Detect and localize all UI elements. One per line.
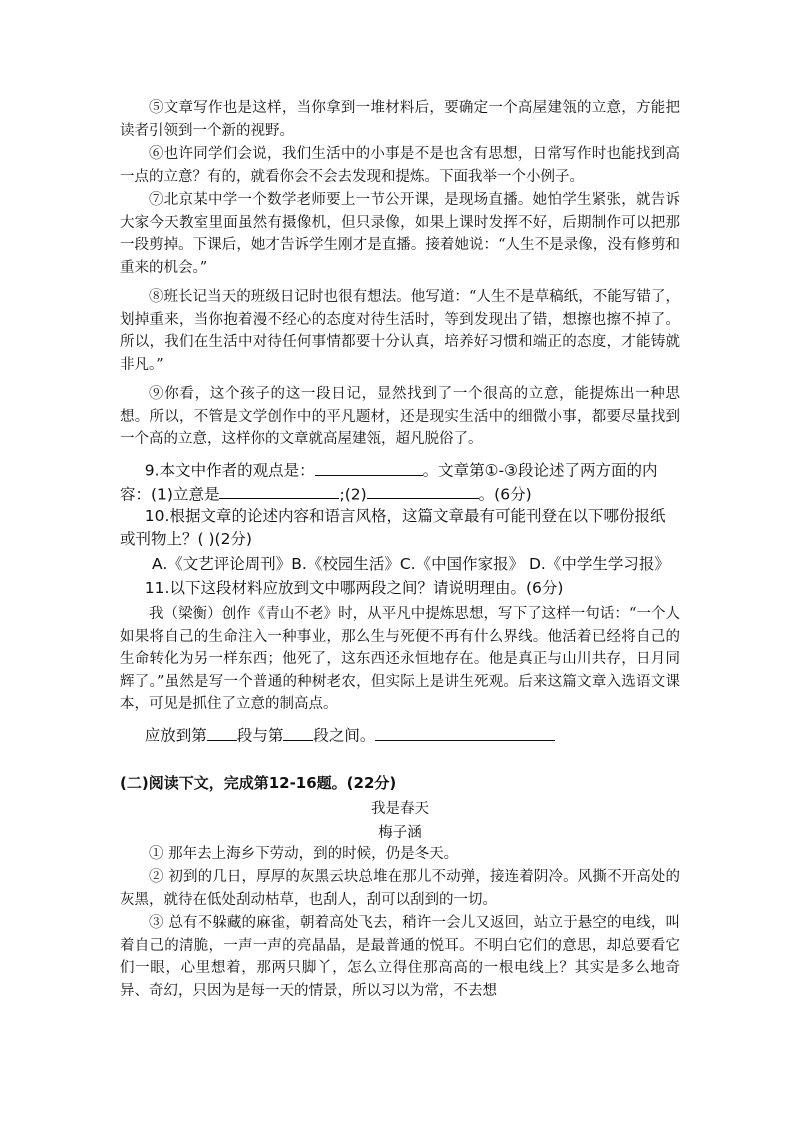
answer-middle: 段与第	[236, 726, 284, 745]
paragraph-9: ⑨你看，这个孩子的这一段日记，显然找到了一个很高的立意，能提炼出一种思想。所以，不管是文学创作中的平凡题材，还是现实生活中的细微小事，都要尽量找到一个高的立意，这样你的文章就高屋建瓴，超凡脱俗了。	[120, 386, 680, 447]
answer-blank-paragraph-2[interactable]	[283, 724, 313, 741]
paragraph-5: ⑤文章写作也是这样，当你拿到一堆材料后，要确定一个高屋建瓴的立意，方能把读者引领到一个新的视野。	[120, 100, 680, 139]
paragraph-8: ⑧班长记当天的班级日记时也很有想法。他写道：“人生不是草稿纸，不能写错了，划掉重来，当你抱着漫不经心的态度对待生活时，等到发现出了错，想擦也擦不掉了。所以，我们在生活中对待任何事情都要十分认真，培养好习惯和端正的态度，才能铸就非凡。”	[120, 289, 680, 373]
answer-blank-3[interactable]	[367, 483, 479, 500]
question-9-stem-2: 。文章第①-③段论述了两方面的内容：(1)立意是	[120, 461, 658, 503]
question-9	[120, 459, 680, 506]
article-paragraph-1: ① 那年去上海乡下劳动，到的时候，仍是冬天。	[149, 846, 459, 862]
question-11: 11.以下这段材料应放到文中哪两段之间？请说明理由。(6分)	[144, 579, 564, 597]
paragraph-7: ⑦北京某中学一个数学老师要上一节公开课，是现场直播。她怕学生紧张，就告诉大家今天教室里面虽然有摄像机，但只录像，如果上课时发挥不好，后期制作可以把那一段剪掉。下课后，她才告诉学生刚才是直播。接着她说：“人生不是录像，没有修剪和重来的机会。”	[120, 192, 680, 276]
question-9-score: 。(6分)	[478, 485, 532, 503]
question-9-stem: 9.本文中作者的观点是：	[144, 461, 315, 480]
question-10-options: A.《文艺评论周刊》B.《校园生活》C.《中国作家报》 D.《中学生学习报》	[152, 555, 670, 573]
answer-prefix: 应放到第	[144, 726, 207, 745]
section-heading: (二)阅读下文，完成第12-16题。(22分)	[120, 774, 397, 792]
article-title: 我是春天	[371, 801, 429, 817]
answer-blank-paragraph-1[interactable]	[207, 724, 237, 741]
answer-blank-2[interactable]	[219, 483, 339, 500]
question-9-stem-3: ;(2)	[339, 485, 367, 503]
article-author: 梅子涵	[378, 825, 422, 841]
answer-blank-1[interactable]	[315, 459, 423, 476]
question-11-material: 我（梁衡）创作《青山不老》时，从平凡中提炼思想，写下了这样一句话：“一个人如果将自己的生命注入一种事业，那么生与死便不再有什么界线。他活着已经将自己的生命转化为另一样东西；他死了，这东西还永恒地存在。他是真正与山川共存，日月同辉了。”虽然是写一个普通的种树老农，但实际上是讲生死观。后来这篇文章入选语文课本，可见是抓住了立意的制高点。	[120, 606, 680, 712]
answer-suffix: 段之间。	[313, 726, 376, 745]
question-10: 10.根据文章的论述内容和语言风格，这篇文章最有可能刊登在以下哪份报纸或刊物上？( )(2分)	[120, 507, 666, 548]
answer-blank-reason[interactable]	[375, 724, 555, 741]
article-paragraph-3: ③ 总有不躲藏的麻雀，朝着高处飞去，稍许一会儿又返回，站立于悬空的电线，叫着自己的清脆，一声一声的亮晶晶，是最普通的悦耳。不明白它们的意思，却总要看它们一眼，心里想着，那两只脚丫，怎么立得住那高高的一根电线上？其实是多么地奇异、奇幻，只因为是每一天的情景，所以习以为常，不去想	[120, 915, 680, 999]
paragraph-6: ⑥也许同学们会说，我们生活中的小事是不是也含有思想，日常写作时也能找到高一点的立意？有的，就看你会不会去发现和提炼。下面我举一个小例子。	[120, 146, 680, 185]
question-11-answer-line	[120, 724, 680, 748]
article-paragraph-2: ② 初到的几日，厚厚的灰黑云块总堆在那儿不动弹，接连着阴冷。风撕不开高处的灰黑，就待在低处刮动枯草，也刮人，刮可以刮到的一切。	[120, 869, 680, 908]
